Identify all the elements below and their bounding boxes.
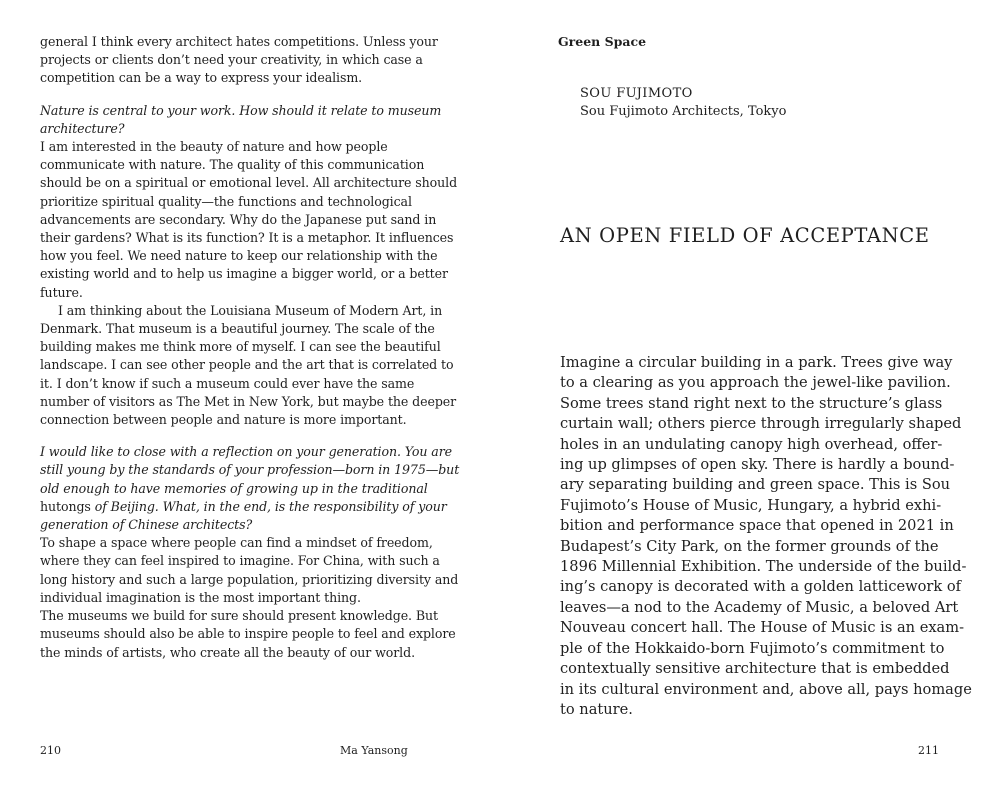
question-text: of Beijing. What, in the end, is the responsibility of your generation of Chinese architects?: [40, 498, 447, 533]
body-line: Some trees stand right next to the structure’s glass: [560, 394, 943, 412]
body-line: in its cultural environment and, above all, pays homage: [560, 680, 972, 698]
body-line: to a clearing as you approach the jewel-like pavilion.: [560, 374, 951, 392]
running-footer: Ma Yansong: [340, 744, 408, 757]
body-line: Imagine a circular building in a park. Trees give way: [560, 354, 953, 371]
author-name: SOU FUJIMOTO: [580, 86, 693, 101]
question-paragraph: Nature is central to your work. How should it relate to museum architecture?: [40, 102, 442, 136]
hutongs-term: hutongs: [40, 498, 91, 514]
chapter-body-text: [560, 353, 972, 720]
body-line: ary separating building and green space. This is Sou: [560, 476, 951, 494]
body-line: to nature.: [560, 700, 633, 718]
body-line: leaves—a nod to the Academy of Music, a beloved Art: [560, 598, 959, 616]
answer-paragraph: general I think every architect hates competitions. Unless your projects or clients don’t need your creativity, in which case a competition can be a way to express your idealism.: [40, 34, 438, 86]
body-line: contextually sensitive architecture that is embedded: [560, 660, 950, 678]
author-firm: Sou Fujimoto Architects, Tokyo: [580, 104, 787, 119]
body-line: ple of the Hokkaido-born Fujimoto’s commitment to: [560, 639, 945, 657]
question-paragraph: [40, 443, 460, 534]
body-line: holes in an undulating canopy high overhead, offer-: [560, 435, 943, 453]
body-line: Nouveau concert hall. The House of Music is an exam-: [560, 619, 965, 637]
answer-paragraph: The museums we build for sure should present knowledge. But museums should also be able to inspire people to feel and explore the minds of artists, who create all the beauty of our world.: [40, 608, 456, 660]
question-text: I would like to close with a reflection on your generation. You are still young by the standards of your profession—born in 1975—but old enough to have memories of growing up in the traditional: [40, 444, 460, 496]
answer-paragraph: I am thinking about the Louisiana Museum of Modern Art, in Denmark. That museum is a beautiful journey. The scale of the building makes me think more of myself. I can see the beautiful landscape. I can see other people and the art that is correlated to it. I don’t know if such a museum could ever have the same number of visitors as The Met in New York, but maybe the deeper connection between people and nature is more important.: [40, 302, 457, 428]
section-title: Green Space: [558, 34, 647, 49]
answer-paragraph: I am interested in the beauty of nature and how people communicate with nature. The quality of this communication should be on a spiritual or emotional level. All architecture should prioritize spiritual quality—the functions and technological advancements are secondary. Why do the Japanese put sand in their gardens? What is its function? It is a metaphor. It influences how you feel. We need nature to keep our relationship with the existing world and to help us imagine a bigger world, or a better future.: [40, 139, 458, 300]
page-number-right: 211: [918, 744, 939, 757]
interview-text: [40, 33, 460, 662]
body-line: ing’s canopy is decorated with a golden latticework of: [560, 578, 962, 596]
body-line: 1896 Millennial Exhibition. The underside of the build-: [560, 558, 967, 576]
body-line: Fujimoto’s House of Music, Hungary, a hybrid exhi-: [560, 496, 942, 514]
body-line: ing up glimpses of open sky. There is hardly a bound-: [560, 456, 955, 474]
right-page: [498, 0, 996, 788]
body-line: Budapest’s City Park, on the former grounds of the: [560, 537, 939, 555]
page-number-left: 210: [40, 744, 61, 757]
answer-paragraph: To shape a space where people can find a mindset of freedom, where they can feel inspired to imagine. For China, with such a long history and such a large population, prioritizing diversity and individual imagination is the most important thing.: [40, 535, 459, 605]
chapter-headline: AN OPEN FIELD OF ACCEPTANCE: [560, 224, 930, 247]
body-line: bition and performance space that opened in 2021 in: [560, 517, 954, 535]
body-line: curtain wall; others pierce through irregularly shaped: [560, 415, 962, 433]
